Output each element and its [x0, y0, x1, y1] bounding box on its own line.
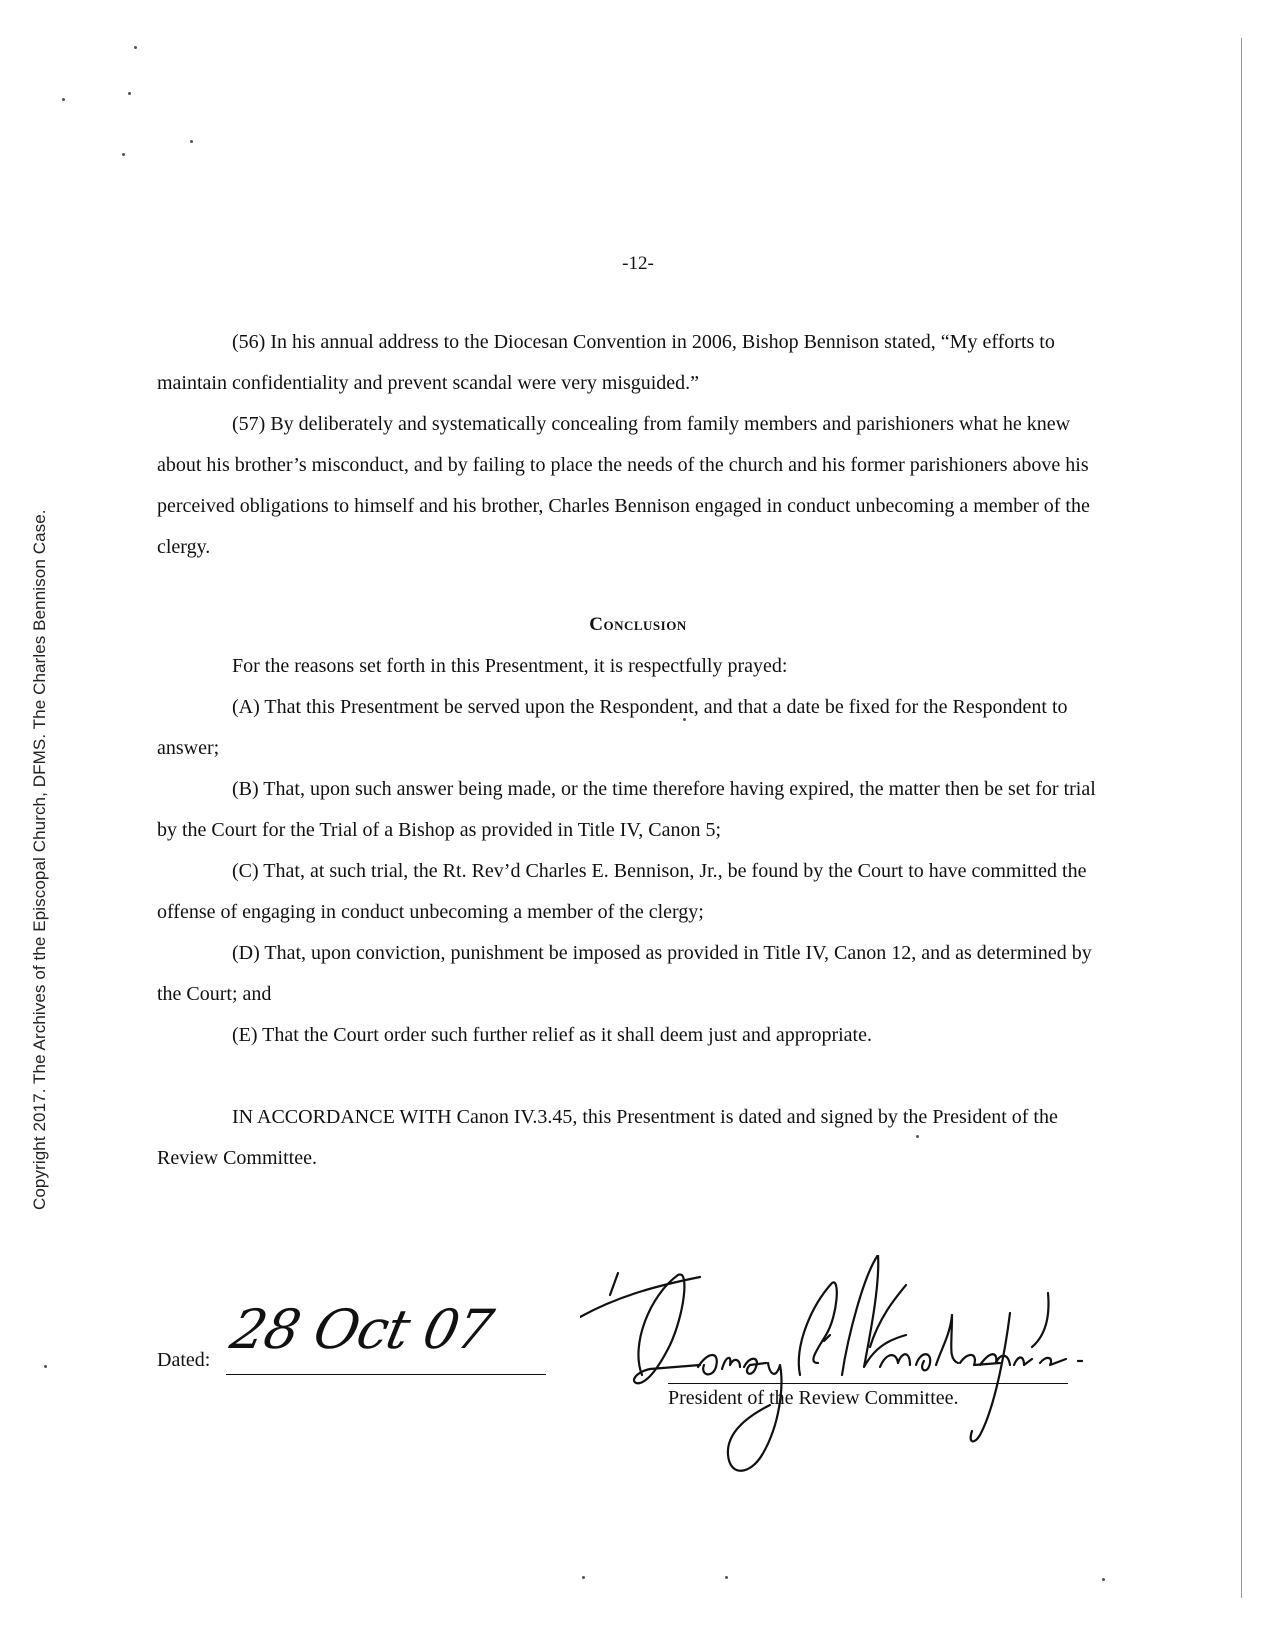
signature-line	[668, 1383, 1068, 1384]
paragraph-56: (56) In his annual address to the Diocesan Convention in 2006, Bishop Bennison stated, “My efforts to maintain confidentiality and prevent scandal were very misguided.”	[157, 331, 1055, 394]
date-signature-line	[226, 1374, 546, 1375]
prayer-item-d: (D) That, upon conviction, punishment be imposed as provided in Title IV, Canon 12, and as determined by the Court; and	[157, 942, 1092, 1005]
scan-speck	[128, 92, 131, 95]
page-number: -12-	[622, 253, 654, 274]
scan-speck	[62, 98, 65, 101]
scan-speck	[190, 140, 193, 143]
dated-label: Dated:	[157, 1349, 211, 1371]
prayer-item-c: (C) That, at such trial, the Rt. Rev’d Charles E. Bennison, Jr., be found by the Court to have committed the offense of engaging in conduct unbecoming a member of the clergy;	[157, 860, 1087, 923]
copyright-margin-note: Copyright 2017. The Archives of the Episcopal Church, DFMS. The Charles Bennison Case.	[30, 509, 49, 1210]
findings-section	[157, 322, 1097, 568]
paragraph-57: (57) By deliberately and systematically concealing from family members and parishioners what he knew about his brother’s misconduct, and by failing to place the needs of the church and his former parishioners above his perceived obligations to himself and his brother, Charles Bennison engaged in conduct unbecoming a member of the clergy.	[157, 413, 1090, 558]
signature-caption: President of the Review Committee.	[668, 1387, 959, 1409]
prayer-item-b: (B) That, upon such answer being made, or the time therefore having expired, the matter then be set for trial by the Court for the Trial of a Bishop as provided in Title IV, Canon 5;	[157, 778, 1096, 841]
handwritten-signature	[580, 1255, 1100, 1485]
scan-speck	[1102, 1578, 1105, 1581]
prayer-item-e: (E) That the Court order such further relief as it shall deem just and appropriate.	[232, 1024, 872, 1046]
scan-speck	[44, 1365, 47, 1368]
prayer-item-a: (A) That this Presentment be served upon the Respondent, and that a date be fixed for the Respondent to answer;	[157, 696, 1068, 759]
accordance-paragraph: IN ACCORDANCE WITH Canon IV.3.45, this Presentment is dated and signed by the President of the Review Committee.	[157, 1106, 1058, 1169]
conclusion-section	[157, 646, 1097, 1056]
accordance-section	[157, 1097, 1097, 1179]
handwritten-date: 28 Oct 07	[225, 1298, 498, 1361]
conclusion-intro: For the reasons set forth in this Presentment, it is respectfully prayed:	[232, 655, 788, 677]
conclusion-heading: Conclusion	[589, 614, 687, 635]
scan-speck	[122, 153, 125, 156]
scan-speck	[134, 46, 137, 49]
scan-speck	[725, 1576, 728, 1579]
scan-speck	[582, 1576, 585, 1579]
